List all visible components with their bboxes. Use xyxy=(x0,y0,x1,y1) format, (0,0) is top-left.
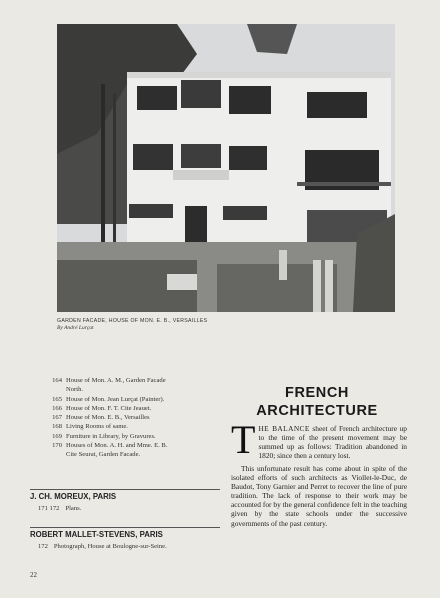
plate-text: Photograph, House at Boulogne-sur-Seine. xyxy=(53,543,167,550)
plate-text-wrap xyxy=(66,441,228,460)
plate-number: 170 xyxy=(52,442,62,450)
plate-item xyxy=(38,441,228,460)
section-heading-mallet-stevens: ROBERT MALLET-STEVENS, PARIS xyxy=(30,527,220,539)
caption-title: GARDEN FACADE, HOUSE OF MON. E. B., VERSAILLES xyxy=(57,318,208,324)
section-heading-moreux: J. CH. MOREUX, PARIS xyxy=(30,489,220,501)
plate-text: Living Rooms of same. xyxy=(66,423,128,431)
plate-item xyxy=(38,413,228,422)
plate-number: 166 xyxy=(52,404,62,412)
paragraph-1 xyxy=(231,417,407,462)
title-line-2: ARCHITECTURE xyxy=(256,403,378,419)
plate-text-wrap xyxy=(66,376,228,395)
drop-cap: T xyxy=(231,417,256,462)
plate-moreux xyxy=(38,505,81,512)
plate-number: 168 xyxy=(52,423,62,431)
plate-number: 172 xyxy=(38,543,48,550)
plate-item xyxy=(38,422,228,431)
page-number: 22 xyxy=(30,571,37,579)
plate-item xyxy=(38,376,228,395)
plate-number: 169 xyxy=(52,432,62,440)
paragraph-1-text: sheet of French architecture up to the time of the present movement may be summed up as follows: Tradition abandoned in 1820; since then a century lost. xyxy=(258,424,407,461)
plate-number: 171 172 xyxy=(38,505,60,512)
plate-text-wrap xyxy=(66,404,228,413)
plate-number: 165 xyxy=(52,395,62,403)
article-title xyxy=(232,384,402,420)
plate-text: House of Mon. E. B., Versailles xyxy=(66,414,150,422)
plate-text: House of Mon. A. M., Garden Facade xyxy=(66,377,166,384)
lead-smallcaps: HE BALANCE xyxy=(258,424,310,433)
plate-text: Furniture in Library, by Gravures. xyxy=(66,432,156,440)
paragraph-2: This unfortunate result has come about in spite of the isolated efforts of such architects as Viollet-le-Duc, de Baudot, Tony Garnier and Perret to recover the line of pure tradition. The lack of response to their work may be accounted for by the general confidence felt in the teaching given by the state schools under the successive governments of the past century. xyxy=(231,463,407,528)
plate-text-wrap xyxy=(66,422,228,431)
plate-text: Houses of Mon. A. H. and Mme. E. B. xyxy=(66,442,168,450)
garden-facade-photo xyxy=(57,24,395,312)
plate-item xyxy=(38,404,228,413)
article-body xyxy=(231,417,407,531)
plate-text-wrap xyxy=(66,413,228,422)
plate-number: 164 xyxy=(52,377,62,384)
caption-byline: By André Lurçat xyxy=(57,324,94,331)
plate-item xyxy=(38,395,228,404)
plate-mallet-stevens xyxy=(38,543,167,550)
plate-item xyxy=(38,432,228,441)
plate-text-wrap xyxy=(66,395,228,404)
plate-text-continued: Cite Seurat, Garden Facade. xyxy=(66,451,141,459)
title-line-1: FRENCH xyxy=(284,385,349,401)
plate-number: 167 xyxy=(52,414,62,422)
plates-list xyxy=(38,376,228,460)
plate-text-wrap xyxy=(66,432,228,441)
photo-caption xyxy=(57,318,395,331)
plate-text: House of Mon. Jean Lurçat (Painter). xyxy=(66,395,165,403)
plate-text: Plans. xyxy=(65,505,82,512)
plate-text: House of Mon. F. T. Cite Jeauet. xyxy=(66,404,152,412)
plate-text-continued: North. xyxy=(66,386,84,394)
